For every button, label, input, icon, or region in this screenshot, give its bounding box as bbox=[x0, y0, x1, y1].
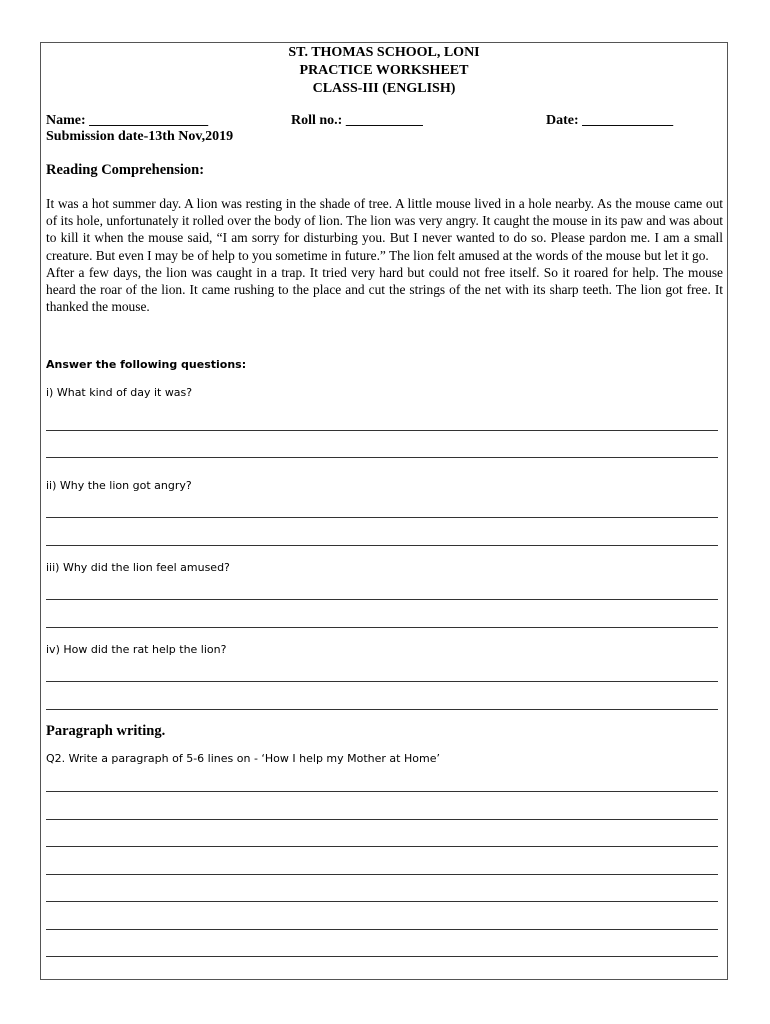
submission-date: Submission date-13th Nov,2019 bbox=[46, 129, 234, 144]
reading-heading: Reading Comprehension: bbox=[46, 162, 205, 178]
question-4: iv) How did the rat help the lion? bbox=[46, 643, 227, 656]
school-name: ST. THOMAS SCHOOL, LONI bbox=[288, 45, 480, 60]
question-1: i) What kind of day it was? bbox=[46, 386, 193, 399]
writing-prompt: Q2. Write a paragraph of 5-6 lines on - ‘How I help my Mother at Home’ bbox=[46, 752, 440, 765]
passage-paragraph-2: After a few days, the lion was caught in a trap. It tried very hard but could not free itself. So it roared for help. The mouse heard the roar of the lion. It came rushing to the place and cut the strings of the net with its sharp teeth. The lion got free. It thanked the mouse. bbox=[46, 264, 723, 315]
answer-line[interactable] bbox=[46, 599, 718, 600]
answer-line[interactable] bbox=[46, 430, 718, 431]
passage-paragraph-1: It was a hot summer day. A lion was resting in the shade of tree. A little mouse lived in a hole nearby. As the mouse came out of its hole, unfortunately it rolled over the body of lion. The lion was very angry. It caught the mouse in its paw and was about to kill it when the mouse said, “I am sorry for disturbing you. But I never wanted to do so. Please pardon me. I am a small creature. But even I may be of help to you sometime in future.” The lion felt amused at the words of the mouse but let it go. bbox=[46, 196, 723, 263]
writing-line[interactable] bbox=[46, 791, 718, 792]
questions-heading: Answer the following questions: bbox=[46, 358, 247, 371]
writing-line[interactable] bbox=[46, 819, 718, 820]
date-field: Date: _____________ bbox=[546, 113, 674, 128]
writing-line[interactable] bbox=[46, 846, 718, 847]
worksheet-title: PRACTICE WORKSHEET bbox=[299, 63, 469, 78]
writing-line[interactable] bbox=[46, 929, 718, 930]
answer-line[interactable] bbox=[46, 627, 718, 628]
worksheet-header bbox=[40, 44, 728, 98]
answer-line[interactable] bbox=[46, 545, 718, 546]
answer-line[interactable] bbox=[46, 457, 718, 458]
writing-heading: Paragraph writing. bbox=[46, 723, 166, 739]
writing-line[interactable] bbox=[46, 901, 718, 902]
roll-number-field: Roll no.: ___________ bbox=[291, 113, 423, 128]
answer-line[interactable] bbox=[46, 709, 718, 710]
name-field: Name: _________________ bbox=[46, 113, 209, 128]
answer-line[interactable] bbox=[46, 517, 718, 518]
answer-line[interactable] bbox=[46, 681, 718, 682]
class-subject: CLASS-III (ENGLISH) bbox=[312, 81, 456, 96]
writing-line[interactable] bbox=[46, 874, 718, 875]
worksheet-border bbox=[40, 42, 728, 980]
reading-passage bbox=[46, 195, 723, 315]
question-2: ii) Why the lion got angry? bbox=[46, 479, 192, 492]
question-3: iii) Why did the lion feel amused? bbox=[46, 561, 230, 574]
writing-line[interactable] bbox=[46, 956, 718, 957]
